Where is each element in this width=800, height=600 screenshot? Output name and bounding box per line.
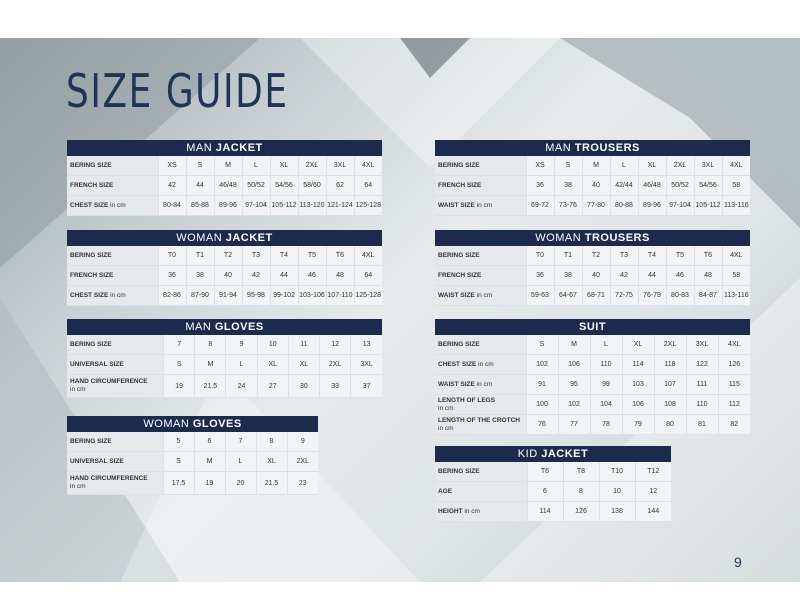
table-cell: 7 (164, 335, 195, 355)
table-cell: XS (526, 156, 554, 176)
table-cell: 8 (195, 335, 226, 355)
table-cell: T1 (186, 246, 214, 266)
table-cell: T6 (527, 462, 563, 482)
table-cell: L (242, 156, 270, 176)
table-row (435, 502, 671, 522)
table-cell: 4XL (718, 335, 750, 355)
table-cell: 126 (563, 502, 599, 522)
table-cell: 64-67 (554, 286, 582, 306)
table-cell: 10 (257, 335, 288, 355)
table-cell: 46/48 (214, 176, 242, 196)
table-cell: 114 (622, 355, 654, 375)
table-cell: 10 (599, 482, 635, 502)
table-cell: 125-128 (354, 196, 382, 216)
table-row (435, 462, 671, 482)
table-title: WOMAN JACKET (67, 230, 382, 246)
table-cell: 118 (654, 355, 686, 375)
table-title: SUIT (435, 319, 750, 335)
table-cell: 80-84 (158, 196, 186, 216)
table-title: MAN JACKET (67, 140, 382, 156)
table-cell: 99 (590, 375, 622, 395)
row-label: WAIST SIZE in cm (435, 196, 526, 216)
table-cell: 2XL (654, 335, 686, 355)
table-cell: 79 (622, 415, 654, 435)
page-number: 9 (734, 554, 742, 570)
row-label: BERING SIZE (67, 335, 164, 355)
table-cell: 103-106 (298, 286, 326, 306)
table-cell: 6 (527, 482, 563, 502)
table-cell: 8 (563, 482, 599, 502)
table-cell: 72-75 (610, 286, 638, 306)
table-cell: M (195, 355, 226, 375)
table-cell: 58/60 (298, 176, 326, 196)
table-cell: 42 (158, 176, 186, 196)
row-label: HEIGHT in cm (435, 502, 527, 522)
table-cell: 33 (320, 375, 351, 398)
table-row (435, 415, 750, 435)
table-cell: 107 (654, 375, 686, 395)
woman-jacket-table (67, 230, 382, 306)
table-cell: 64 (354, 176, 382, 196)
table-cell: 17.5 (163, 472, 194, 495)
table-cell: 30 (288, 375, 319, 398)
table-cell: 76 (526, 415, 558, 435)
table-cell: 23 (287, 472, 318, 495)
table-cell: 82-86 (158, 286, 186, 306)
table-cell: 46 (298, 266, 326, 286)
row-label: HAND CIRCUMFERENCE in cm (67, 472, 163, 495)
table-cell: 54/56 (270, 176, 298, 196)
table-cell: 126 (718, 355, 750, 375)
table-cell: 7 (225, 432, 256, 452)
table-cell: XL (256, 452, 287, 472)
table-cell: 11 (288, 335, 319, 355)
table-cell: M (214, 156, 242, 176)
table-cell: 38 (186, 266, 214, 286)
table-row (67, 355, 382, 375)
table-cell: 38 (554, 266, 582, 286)
table-cell: 58 (722, 266, 750, 286)
row-label: BERING SIZE (435, 462, 527, 482)
row-label: BERING SIZE (435, 246, 526, 266)
table-cell: S (164, 355, 195, 375)
table-cell: S (554, 156, 582, 176)
table-cell: 125-128 (354, 286, 382, 306)
table-cell: 122 (686, 355, 718, 375)
table-cell: 104 (590, 395, 622, 415)
table-cell: 3XL (326, 156, 354, 176)
table-cell: 12 (320, 335, 351, 355)
row-label: UNIVERSAL SIZE (67, 355, 164, 375)
table-cell: 110 (686, 395, 718, 415)
table-cell: XL (288, 355, 319, 375)
table-cell: 91 (526, 375, 558, 395)
table-cell: 91-94 (214, 286, 242, 306)
table-cell: XL (622, 335, 654, 355)
table-cell: 99-102 (270, 286, 298, 306)
table-cell: T12 (635, 462, 671, 482)
table-cell: 42 (610, 266, 638, 286)
table-cell: 89-96 (638, 196, 666, 216)
table-cell: 108 (654, 395, 686, 415)
table-row (67, 176, 382, 196)
table-cell: 13 (351, 335, 382, 355)
table-cell: 100 (526, 395, 558, 415)
table-cell: T4 (270, 246, 298, 266)
table-cell: 9 (226, 335, 257, 355)
man-trousers-table (435, 140, 750, 216)
table-row (435, 246, 750, 266)
table-cell: 4XL (354, 246, 382, 266)
table-cell: 77 (558, 415, 590, 435)
table-title: WOMAN TROUSERS (435, 230, 750, 246)
table-cell: 59-63 (526, 286, 554, 306)
table-cell: 82 (718, 415, 750, 435)
table-cell: 46 (666, 266, 694, 286)
table-cell: M (582, 156, 610, 176)
row-label: FRENCH SIZE (67, 266, 158, 286)
table-cell: 105-112 (694, 196, 722, 216)
table-cell: 8 (256, 432, 287, 452)
table-cell: L (610, 156, 638, 176)
table-cell: 102 (526, 355, 558, 375)
row-label: BERING SIZE (67, 246, 158, 266)
suit-table (435, 319, 750, 435)
table-cell: 6 (194, 432, 225, 452)
geometric-background (0, 38, 800, 582)
row-label: BERING SIZE (67, 432, 163, 452)
row-label: FRENCH SIZE (435, 266, 526, 286)
table-cell: 64 (354, 266, 382, 286)
table-row (435, 286, 750, 306)
kid-jacket-table (435, 446, 671, 522)
table-cell: T10 (599, 462, 635, 482)
woman-gloves-table (67, 416, 318, 495)
table-cell: 19 (164, 375, 195, 398)
page-title: SIZE GUIDE (66, 64, 289, 118)
table-cell: 42 (242, 266, 270, 286)
table-cell: T8 (563, 462, 599, 482)
table-cell: 37 (351, 375, 382, 398)
table-cell: T3 (610, 246, 638, 266)
man-jacket-table (67, 140, 382, 216)
table-cell: 2XL (320, 355, 351, 375)
row-label: BERING SIZE (67, 156, 158, 176)
table-cell: 3XL (351, 355, 382, 375)
table-cell: 20 (225, 472, 256, 495)
table-cell: 36 (158, 266, 186, 286)
row-label: UNIVERSAL SIZE (67, 452, 163, 472)
table-cell: 2XL (298, 156, 326, 176)
table-cell: S (186, 156, 214, 176)
table-cell: 110 (590, 355, 622, 375)
table-cell: 87-90 (186, 286, 214, 306)
table-title: MAN GLOVES (67, 319, 382, 335)
table-cell: 73-76 (554, 196, 582, 216)
woman-trousers-table (435, 230, 750, 306)
row-label: BERING SIZE (435, 335, 526, 355)
row-label: AGE (435, 482, 527, 502)
table-row (67, 375, 382, 398)
table-cell: 62 (326, 176, 354, 196)
table-row (67, 472, 318, 495)
table-cell: 95-98 (242, 286, 270, 306)
table-cell: T5 (298, 246, 326, 266)
table-row (435, 355, 750, 375)
table-cell: 106 (622, 395, 654, 415)
table-cell: 40 (582, 266, 610, 286)
table-cell: 97-104 (666, 196, 694, 216)
table-cell: 115 (718, 375, 750, 395)
table-cell: 2XL (287, 452, 318, 472)
table-row (67, 196, 382, 216)
table-cell: XL (638, 156, 666, 176)
table-row (67, 266, 382, 286)
table-cell: 111 (686, 375, 718, 395)
table-cell: L (226, 355, 257, 375)
table-cell: 40 (582, 176, 610, 196)
row-label: LENGTH OF LEGS in cm (435, 395, 526, 415)
table-cell: 97-104 (242, 196, 270, 216)
table-cell: 84-87 (694, 286, 722, 306)
row-label: CHEST SIZE in cm (67, 196, 158, 216)
table-cell: 69-72 (526, 196, 554, 216)
table-cell: 48 (326, 266, 354, 286)
table-row (435, 335, 750, 355)
table-cell: 3XL (694, 156, 722, 176)
table-cell: 105-112 (270, 196, 298, 216)
table-cell: 121-124 (326, 196, 354, 216)
table-cell: 103 (622, 375, 654, 395)
row-label: WAIST SIZE in cm (435, 286, 526, 306)
table-cell: 21.5 (195, 375, 226, 398)
table-cell: 85-88 (186, 196, 214, 216)
table-cell: 9 (287, 432, 318, 452)
table-row (435, 482, 671, 502)
table-cell: M (194, 452, 225, 472)
row-label: WAIST SIZE in cm (435, 375, 526, 395)
table-cell: 27 (257, 375, 288, 398)
table-cell: T4 (638, 246, 666, 266)
table-cell: T1 (554, 246, 582, 266)
table-row (67, 156, 382, 176)
table-cell: T5 (666, 246, 694, 266)
table-cell: 36 (526, 176, 554, 196)
row-label: CHEST SIZE in cm (435, 355, 526, 375)
table-row (67, 432, 318, 452)
table-cell: 114 (527, 502, 563, 522)
table-row (435, 196, 750, 216)
table-row (435, 176, 750, 196)
table-cell: 40 (214, 266, 242, 286)
table-cell: 46/48 (638, 176, 666, 196)
table-cell: 21.5 (256, 472, 287, 495)
row-label: BERING SIZE (435, 156, 526, 176)
man-gloves-table (67, 319, 382, 398)
table-cell: T3 (242, 246, 270, 266)
table-cell: T6 (326, 246, 354, 266)
table-cell: S (163, 452, 194, 472)
table-cell: T6 (694, 246, 722, 266)
table-row (67, 335, 382, 355)
row-label: FRENCH SIZE (435, 176, 526, 196)
table-cell: 102 (558, 395, 590, 415)
table-cell: 76-79 (638, 286, 666, 306)
size-guide-page (0, 38, 800, 582)
table-cell: 80-83 (666, 286, 694, 306)
table-cell: 54/56 (694, 176, 722, 196)
table-cell: 113-116 (722, 286, 750, 306)
table-title: MAN TROUSERS (435, 140, 750, 156)
table-cell: L (225, 452, 256, 472)
table-cell: XS (158, 156, 186, 176)
table-cell: 50/52 (242, 176, 270, 196)
table-cell: 44 (638, 266, 666, 286)
table-cell: 42/44 (610, 176, 638, 196)
row-label: HAND CIRCUMFERENCE in cm (67, 375, 164, 398)
table-row (435, 375, 750, 395)
row-label: CHEST SIZE in cm (67, 286, 158, 306)
table-cell: XL (270, 156, 298, 176)
table-cell: 24 (226, 375, 257, 398)
table-cell: 2XL (666, 156, 694, 176)
table-cell: 107-110 (326, 286, 354, 306)
table-row (435, 156, 750, 176)
table-cell: 3XL (686, 335, 718, 355)
table-cell: 68-71 (582, 286, 610, 306)
table-cell: L (590, 335, 622, 355)
table-cell: 50/52 (666, 176, 694, 196)
table-cell: 44 (270, 266, 298, 286)
table-cell: 113-116 (722, 196, 750, 216)
table-cell: S (526, 335, 558, 355)
row-label: FRENCH SIZE (67, 176, 158, 196)
table-cell: 36 (526, 266, 554, 286)
table-cell: 89-96 (214, 196, 242, 216)
table-row (67, 246, 382, 266)
table-cell: 80-88 (610, 196, 638, 216)
table-cell: 4XL (722, 156, 750, 176)
table-cell: 77-80 (582, 196, 610, 216)
table-cell: 4XL (722, 246, 750, 266)
table-cell: 144 (635, 502, 671, 522)
table-row (67, 452, 318, 472)
table-cell: XL (257, 355, 288, 375)
table-cell: T0 (526, 246, 554, 266)
row-label: LENGTH OF THE CROTCH in cm (435, 415, 526, 435)
table-cell: 58 (722, 176, 750, 196)
table-cell: T2 (582, 246, 610, 266)
table-cell: 78 (590, 415, 622, 435)
table-cell: 95 (558, 375, 590, 395)
table-cell: T0 (158, 246, 186, 266)
table-title: KID JACKET (435, 446, 671, 462)
table-cell: 80 (654, 415, 686, 435)
table-cell: 5 (163, 432, 194, 452)
table-cell: 12 (635, 482, 671, 502)
table-cell: T2 (214, 246, 242, 266)
table-row (435, 266, 750, 286)
table-cell: 38 (554, 176, 582, 196)
table-cell: 19 (194, 472, 225, 495)
table-cell: 44 (186, 176, 214, 196)
table-cell: 48 (694, 266, 722, 286)
table-cell: M (558, 335, 590, 355)
table-row (435, 395, 750, 415)
table-cell: 4XL (354, 156, 382, 176)
table-cell: 81 (686, 415, 718, 435)
table-row (67, 286, 382, 306)
table-cell: 112 (718, 395, 750, 415)
table-title: WOMAN GLOVES (67, 416, 318, 432)
table-cell: 138 (599, 502, 635, 522)
table-cell: 113-120 (298, 196, 326, 216)
table-cell: 106 (558, 355, 590, 375)
